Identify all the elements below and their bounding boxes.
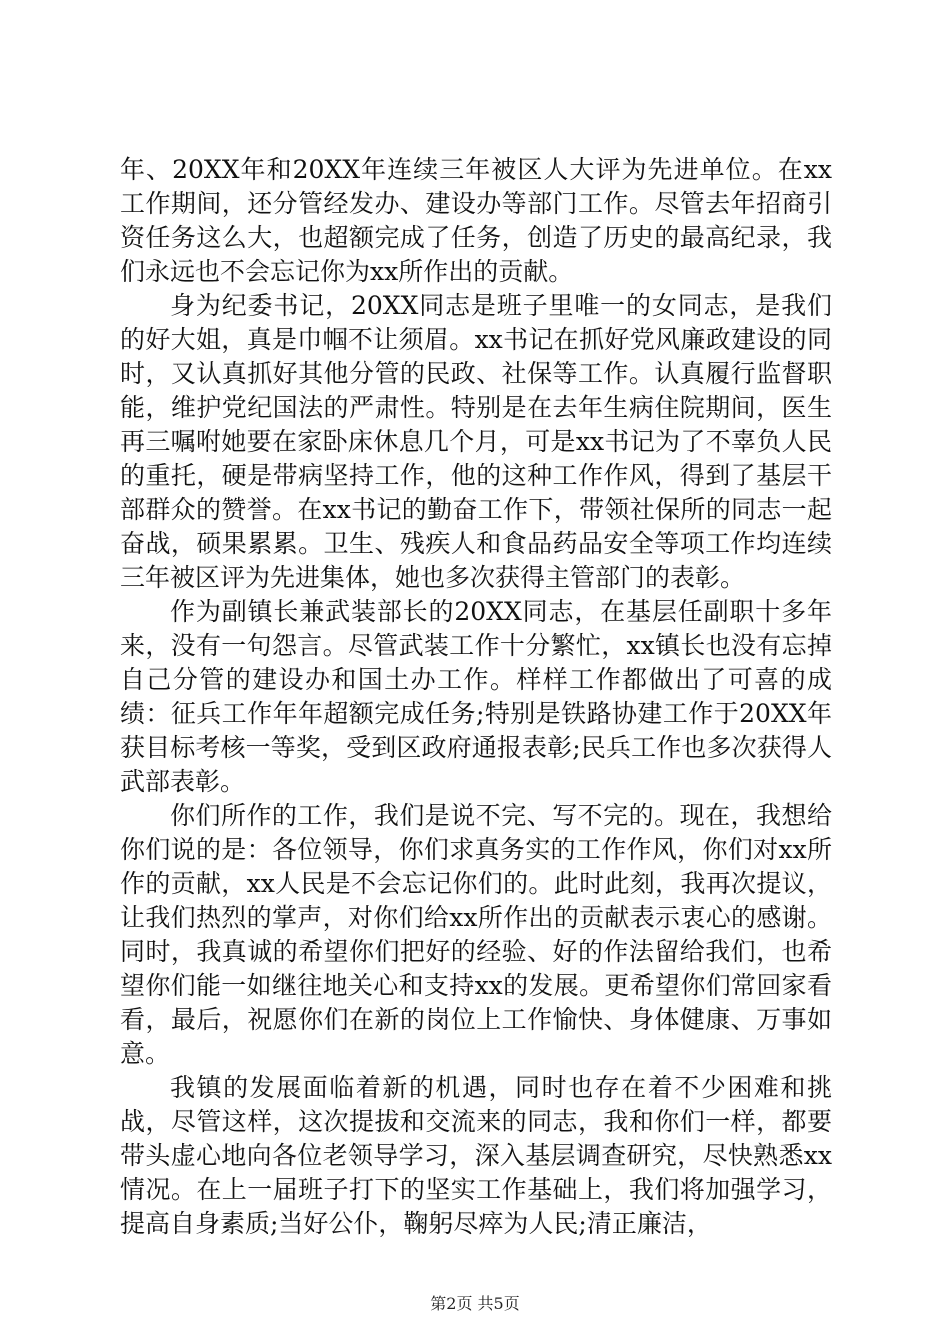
- paragraph-development: 我镇的发展面临着新的机遇，同时也存在着不少困难和挑战，尽管这样，这次提拔和交流来的同志，我和你们一样，都要带头虚心地向各位老领导学习，深入基层调查研究，尽快熟悉xx情况。在上一届班子打下的坚实工作基础上，我们将加强学习，提高自身素质;当好公仆，鞠躬尽瘁为人民;清正廉洁，: [120, 1073, 832, 1238]
- paragraph-discipline-secretary: 身为纪委书记，20XX同志是班子里唯一的女同志，是我们的好大姐，真是巾帼不让须眉。xx书记在抓好党风廉政建设的同时，又认真抓好其他分管的民政、社保等工作。认真履行监督职能，维护党纪国法的严肃性。特别是在去年生病住院期间，医生再三嘱咐她要在家卧床休息几个月，可是xx书记为了不辜负人民的重托，硬是带病坚持工作，他的这种工作作风，得到了基层干部群众的赞誉。在xx书记的勤奋工作下，带领社保所的同志一起奋战，硕果累累。卫生、残疾人和食品药品安全等项工作均连续三年被区评为先进集体，她也多次获得主管部门的表彰。: [120, 291, 832, 592]
- document-body: [120, 153, 832, 1241]
- page-number-footer: 第2页 共5页: [430, 1294, 520, 1313]
- paragraph-continuation: 年、20XX年和20XX年连续三年被区人大评为先进单位。在xx工作期间，还分管经发办、建设办等部门工作。尽管去年招商引资任务这么大，也超额完成了任务，创造了历史的最高纪录，我们永远也不会忘记你为xx所作出的贡献。: [120, 155, 832, 286]
- paragraph-thanks: 你们所作的工作，我们是说不完、写不完的。现在，我想给你们说的是：各位领导，你们求真务实的工作作风，你们对xx所作的贡献，xx人民是不会忘记你们的。此时此刻，我再次提议，让我们热烈的掌声，对你们给xx所作出的贡献表示衷心的感谢。同时，我真诚的希望你们把好的经验、好的作法留给我们，也希望你们能一如继往地关心和支持xx的发展。更希望你们常回家看看，最后，祝愿你们在新的岗位上工作愉快、身体健康、万事如意。: [120, 801, 832, 1068]
- paragraph-deputy-mayor: 作为副镇长兼武装部长的20XX同志，在基层任副职十多年来，没有一句怨言。尽管武装工作十分繁忙，xx镇长也没有忘掉自己分管的建设办和国土办工作。样样工作都做出了可喜的成绩：征兵工作年年超额完成任务;特别是铁路协建工作于20XX年获目标考核一等奖，受到区政府通报表彰;民兵工作也多次获得人武部表彰。: [120, 597, 832, 796]
